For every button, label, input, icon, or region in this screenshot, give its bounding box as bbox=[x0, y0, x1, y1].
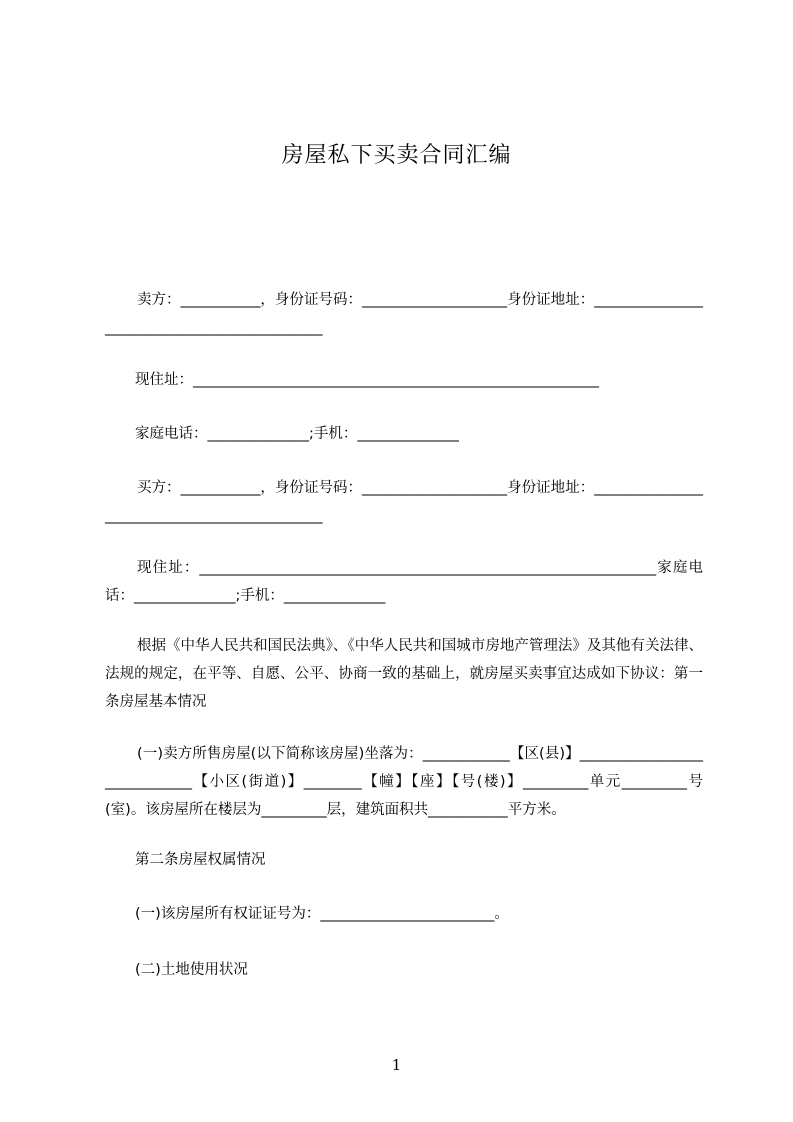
clause2-item1-paragraph: (一)该房屋所有权证证号为：________________________。 bbox=[135, 906, 509, 922]
clause2-heading: 第二条房屋权属情况 bbox=[135, 852, 266, 868]
buyer-address-phone-paragraph: 现住址：_______________________________________________________________家庭电话：______________;手机：______________ bbox=[105, 560, 703, 604]
preamble-paragraph: 根据《中华人民共和国民法典》、《中华人民共和国城市房地产管理法》及其他有关法律、法规的规定，在平等、自愿、公平、协商一致的基础上，就房屋买卖事宜达成如下协议：第一条房屋基本情况 bbox=[105, 638, 703, 710]
seller-phone-paragraph: 家庭电话：______________;手机：______________ bbox=[135, 426, 459, 442]
document-title: 房屋私下买卖合同汇编 bbox=[281, 143, 512, 168]
seller-info-paragraph: 卖方：___________，身份证号码：____________________身份证地址：_____________________________________________ bbox=[105, 292, 703, 336]
clause2-item2-paragraph: (二)土地使用状况 bbox=[135, 962, 248, 978]
buyer-info-paragraph: 买方：___________，身份证号码：____________________身份证地址：_____________________________________________ bbox=[105, 480, 703, 524]
seller-address-paragraph: 现住址：________________________________________________________ bbox=[135, 372, 599, 388]
clause1-item1-paragraph: (一)卖方所售房屋(以下简称该房屋)坐落为：____________【区(县)】_____________________________【小区(街道)】________【幢】【座】【号(楼)】_________单元_________号(室)。该房屋所在楼层为_________层，建筑面积共___________平方米。 bbox=[105, 746, 703, 818]
page-number: 1 bbox=[391, 1056, 402, 1074]
